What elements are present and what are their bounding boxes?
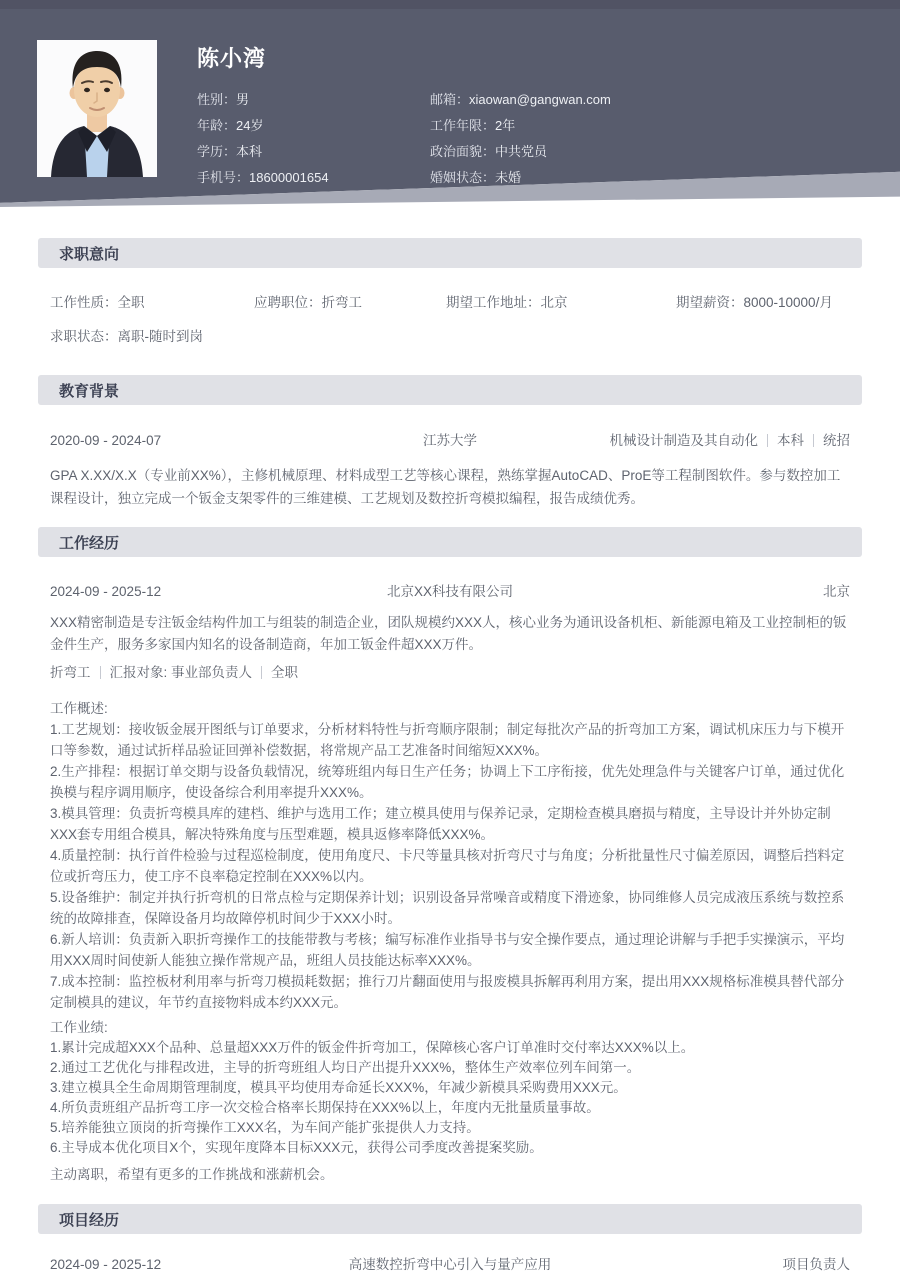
work-period: 2024-09 - 2025-12 <box>50 584 162 599</box>
candidate-name: 陈小湾 <box>197 46 267 71</box>
overview-item: 3.模具管理：负责折弯模具库的建档、维护与选用工作；建立模具使用与保养记录，定期检查模具磨损与精度，主导设计并外协定制XXX套专用组合模具，解决特殊角度与压型难题，模具返修率降低XXX%。 <box>50 806 831 842</box>
field-value: 男 <box>236 92 250 107</box>
education-school: 江苏大学 <box>423 433 477 448</box>
separator <box>261 666 262 679</box>
separator <box>767 434 768 447</box>
work-achievements <box>50 1018 850 1158</box>
leave-reason: 主动离职，希望有更多的工作挑战和涨薪机会。 <box>50 1167 334 1182</box>
field-label: 求职状态： <box>50 329 118 344</box>
education-body <box>38 432 862 510</box>
field-label: 期望工作地址： <box>446 295 541 310</box>
education-degree-info <box>477 432 850 449</box>
header-info-right-column <box>430 87 850 191</box>
overview-item: 2.生产排程：根据订单交期与设备负载情况，统筹班组内每日生产任务；协调上下工序衔接，优先处理急件与关键客户订单，通过优化换模与程序调用顺序，使设备综合利用率提升XXX%。 <box>50 764 845 800</box>
work-meta-row <box>50 583 850 600</box>
section-job-intention <box>38 238 862 345</box>
project-experience-body <box>38 1256 862 1273</box>
separator <box>813 434 814 447</box>
achievement-item: 4.所负责班组产品折弯工序一次交检合格率长期保持在XXX%以上，年度内无批量质量事故。 <box>50 1100 600 1115</box>
header-info-grid <box>197 87 850 191</box>
report-line: 汇报对象: 事业部负责人 <box>109 665 253 680</box>
avatar-illustration <box>37 40 157 177</box>
field-value: 24岁 <box>236 118 264 133</box>
job-intention-body <box>38 295 862 345</box>
overview-item: 1.工艺规划：接收钣金展开图纸与订单要求，分析材料特性与折弯顺序限制；制定每批次产品的折弯加工方案，调试机床压力与下模开口等参数，通过试折样品验证回弹补偿数据，将常规产品工艺准备时间缩短XXX%。 <box>50 722 845 758</box>
field-value: 8000-10000/月 <box>743 295 833 310</box>
field-value: 本科 <box>236 144 263 159</box>
job-intention-field-nature <box>50 295 254 311</box>
field-value: 离职-随时到岗 <box>117 329 203 344</box>
header-field-work-years <box>430 113 850 139</box>
overview-item: 6.新人培训：负责新入职折弯操作工的技能带教与考核；编写标准作业指导书与安全操作要点，通过理论讲解与手把手实操演示，平均用XXX周时间使新人能独立操作常规产品，班组人员技能达标率XXX%。 <box>50 932 845 968</box>
field-value: 北京 <box>540 295 568 310</box>
field-label: 邮箱： <box>430 92 470 107</box>
company-intro: XXX精密制造是专注钣金结构件加工与组装的制造企业，团队规模约XXX人，核心业务为通讯设备机柜、新能源电箱及工业控制柜的钣金件生产，服务多家国内知名的设备制造商，年加工钣金件超XXX万件。 <box>50 615 847 652</box>
work-overview <box>50 698 850 1013</box>
job-intention-field-location <box>446 295 676 311</box>
achievement-item: 1.累计完成超XXX个品种、总量超XXX万件的钣金件折弯加工，保障核心客户订单准时交付率达XXX%以上。 <box>50 1040 695 1055</box>
header-field-political-status <box>430 139 850 165</box>
section-header-education <box>38 375 862 405</box>
overview-item: 7.成本控制：监控板材利用率与折弯刀模损耗数据；推行刀片翻面使用与报废模具拆解再利用方案，提出用XXX规格标准模具替代部分定制模具的建议，年节约直接物料成本约XXX元。 <box>50 974 845 1010</box>
field-label: 工作性质： <box>50 295 118 310</box>
education-meta-row <box>50 432 850 449</box>
separator <box>100 666 101 679</box>
achievement-item: 5.培养能独立顶岗的折弯操作工XXX名，为车间产能扩张提供人力支持。 <box>50 1120 480 1135</box>
field-value: 折弯工 <box>321 295 362 310</box>
work-experience-body <box>38 583 862 1184</box>
overview-item: 4.质量控制：执行首件检验与过程巡检制度，使用角度尺、卡尺等量具核对折弯尺寸与角度；分析批量性尺寸偏差原因，调整后挡料定位或折弯压力，使工序不良率稳定控制在XXX%以内。 <box>50 848 845 884</box>
project-name: 高速数控折弯中心引入与量产应用 <box>348 1257 552 1272</box>
section-work-experience <box>38 527 862 1184</box>
education-major: 机械设计制造及其自动化 <box>609 433 758 448</box>
resume-header <box>0 0 900 207</box>
company-name: 北京XX科技有限公司 <box>386 584 513 599</box>
field-label: 应聘职位： <box>254 295 322 310</box>
header-text <box>197 40 850 191</box>
field-value: 未婚 <box>495 170 522 185</box>
job-intention-row <box>50 329 850 345</box>
project-meta-row <box>50 1256 850 1273</box>
header-field-education <box>197 139 430 165</box>
field-value: 全职 <box>117 295 145 310</box>
position-row <box>50 664 850 682</box>
overview-item: 5.设备维护：制定并执行折弯机的日常点检与定期保养计划；识别设备异常噪音或精度下滑迹象，协同维修人员完成液压系统与数控系统的故障排查，保障设备月均故障停机时间少于XXX小时。 <box>50 890 845 926</box>
work-achievements-title: 工作业绩: <box>50 1020 108 1035</box>
job-intention-field-position <box>254 295 446 311</box>
achievement-item: 2.通过工艺优化与排程改进，主导的折弯班组人均日产出提升XXX%，整体生产效率位列车间第一。 <box>50 1060 641 1075</box>
work-overview-title: 工作概述: <box>50 701 108 716</box>
field-label: 年龄： <box>197 118 237 133</box>
work-location: 北京 <box>823 584 850 599</box>
profile-photo <box>37 40 157 177</box>
field-label: 手机号： <box>197 170 250 185</box>
header-info-left-column <box>197 87 430 191</box>
education-period: 2020-09 - 2024-07 <box>50 433 162 448</box>
education-degree: 本科 <box>777 433 804 448</box>
employment-type: 全职 <box>271 665 299 680</box>
education-description: GPA X.XX/X.X（专业前XX%），主修机械原理、材料成型工艺等核心课程，熟练掌握AutoCAD、ProE等工程制图软件。参与数控加工课程设计，独立完成一个钣金支架零件的三维建模、工艺规划及数控折弯模拟编程，报告成绩优秀。 <box>50 468 841 506</box>
section-header-job-intention <box>38 238 862 268</box>
job-intention-row <box>50 295 850 311</box>
field-label: 婚姻状态： <box>430 170 496 185</box>
position-title: 折弯工 <box>50 665 91 680</box>
header-field-marital-status <box>430 165 850 191</box>
header-field-email <box>430 87 850 113</box>
header-field-age <box>197 113 430 139</box>
job-intention-field-status <box>50 329 850 345</box>
field-label: 期望薪资： <box>676 295 744 310</box>
section-title: 求职意向 <box>59 245 120 263</box>
section-header-project-experience <box>38 1204 862 1234</box>
section-education <box>38 375 862 510</box>
achievement-item: 6.主导成本优化项目X个，实现年度降本目标XXX元，获得公司季度改善提案奖励。 <box>50 1140 543 1155</box>
section-title: 教育背景 <box>59 382 120 400</box>
project-role: 项目负责人 <box>782 1257 850 1272</box>
header-field-gender <box>197 87 430 113</box>
field-value: 中共党员 <box>495 144 548 159</box>
resume-body <box>0 238 900 1273</box>
section-project-experience <box>38 1204 862 1273</box>
field-value: xiaowan@gangwan.com <box>469 92 611 107</box>
job-intention-field-salary <box>676 295 850 311</box>
field-value: 2年 <box>495 118 516 133</box>
header-content <box>0 0 900 191</box>
section-title: 工作经历 <box>59 534 120 552</box>
field-value: 18600001654 <box>249 170 329 185</box>
field-label: 政治面貌： <box>430 144 496 159</box>
field-label: 工作年限： <box>430 118 496 133</box>
education-enrollment-type: 统招 <box>823 433 850 448</box>
achievement-item: 3.建立模具全生命周期管理制度，模具平均使用寿命延长XXX%，年减少新模具采购费用XXX元。 <box>50 1080 627 1095</box>
field-label: 性别： <box>197 92 237 107</box>
project-period: 2024-09 - 2025-12 <box>50 1257 162 1272</box>
header-field-phone <box>197 165 430 191</box>
section-header-work-experience <box>38 527 862 557</box>
field-label: 学历： <box>197 144 237 159</box>
section-title: 项目经历 <box>59 1211 120 1229</box>
